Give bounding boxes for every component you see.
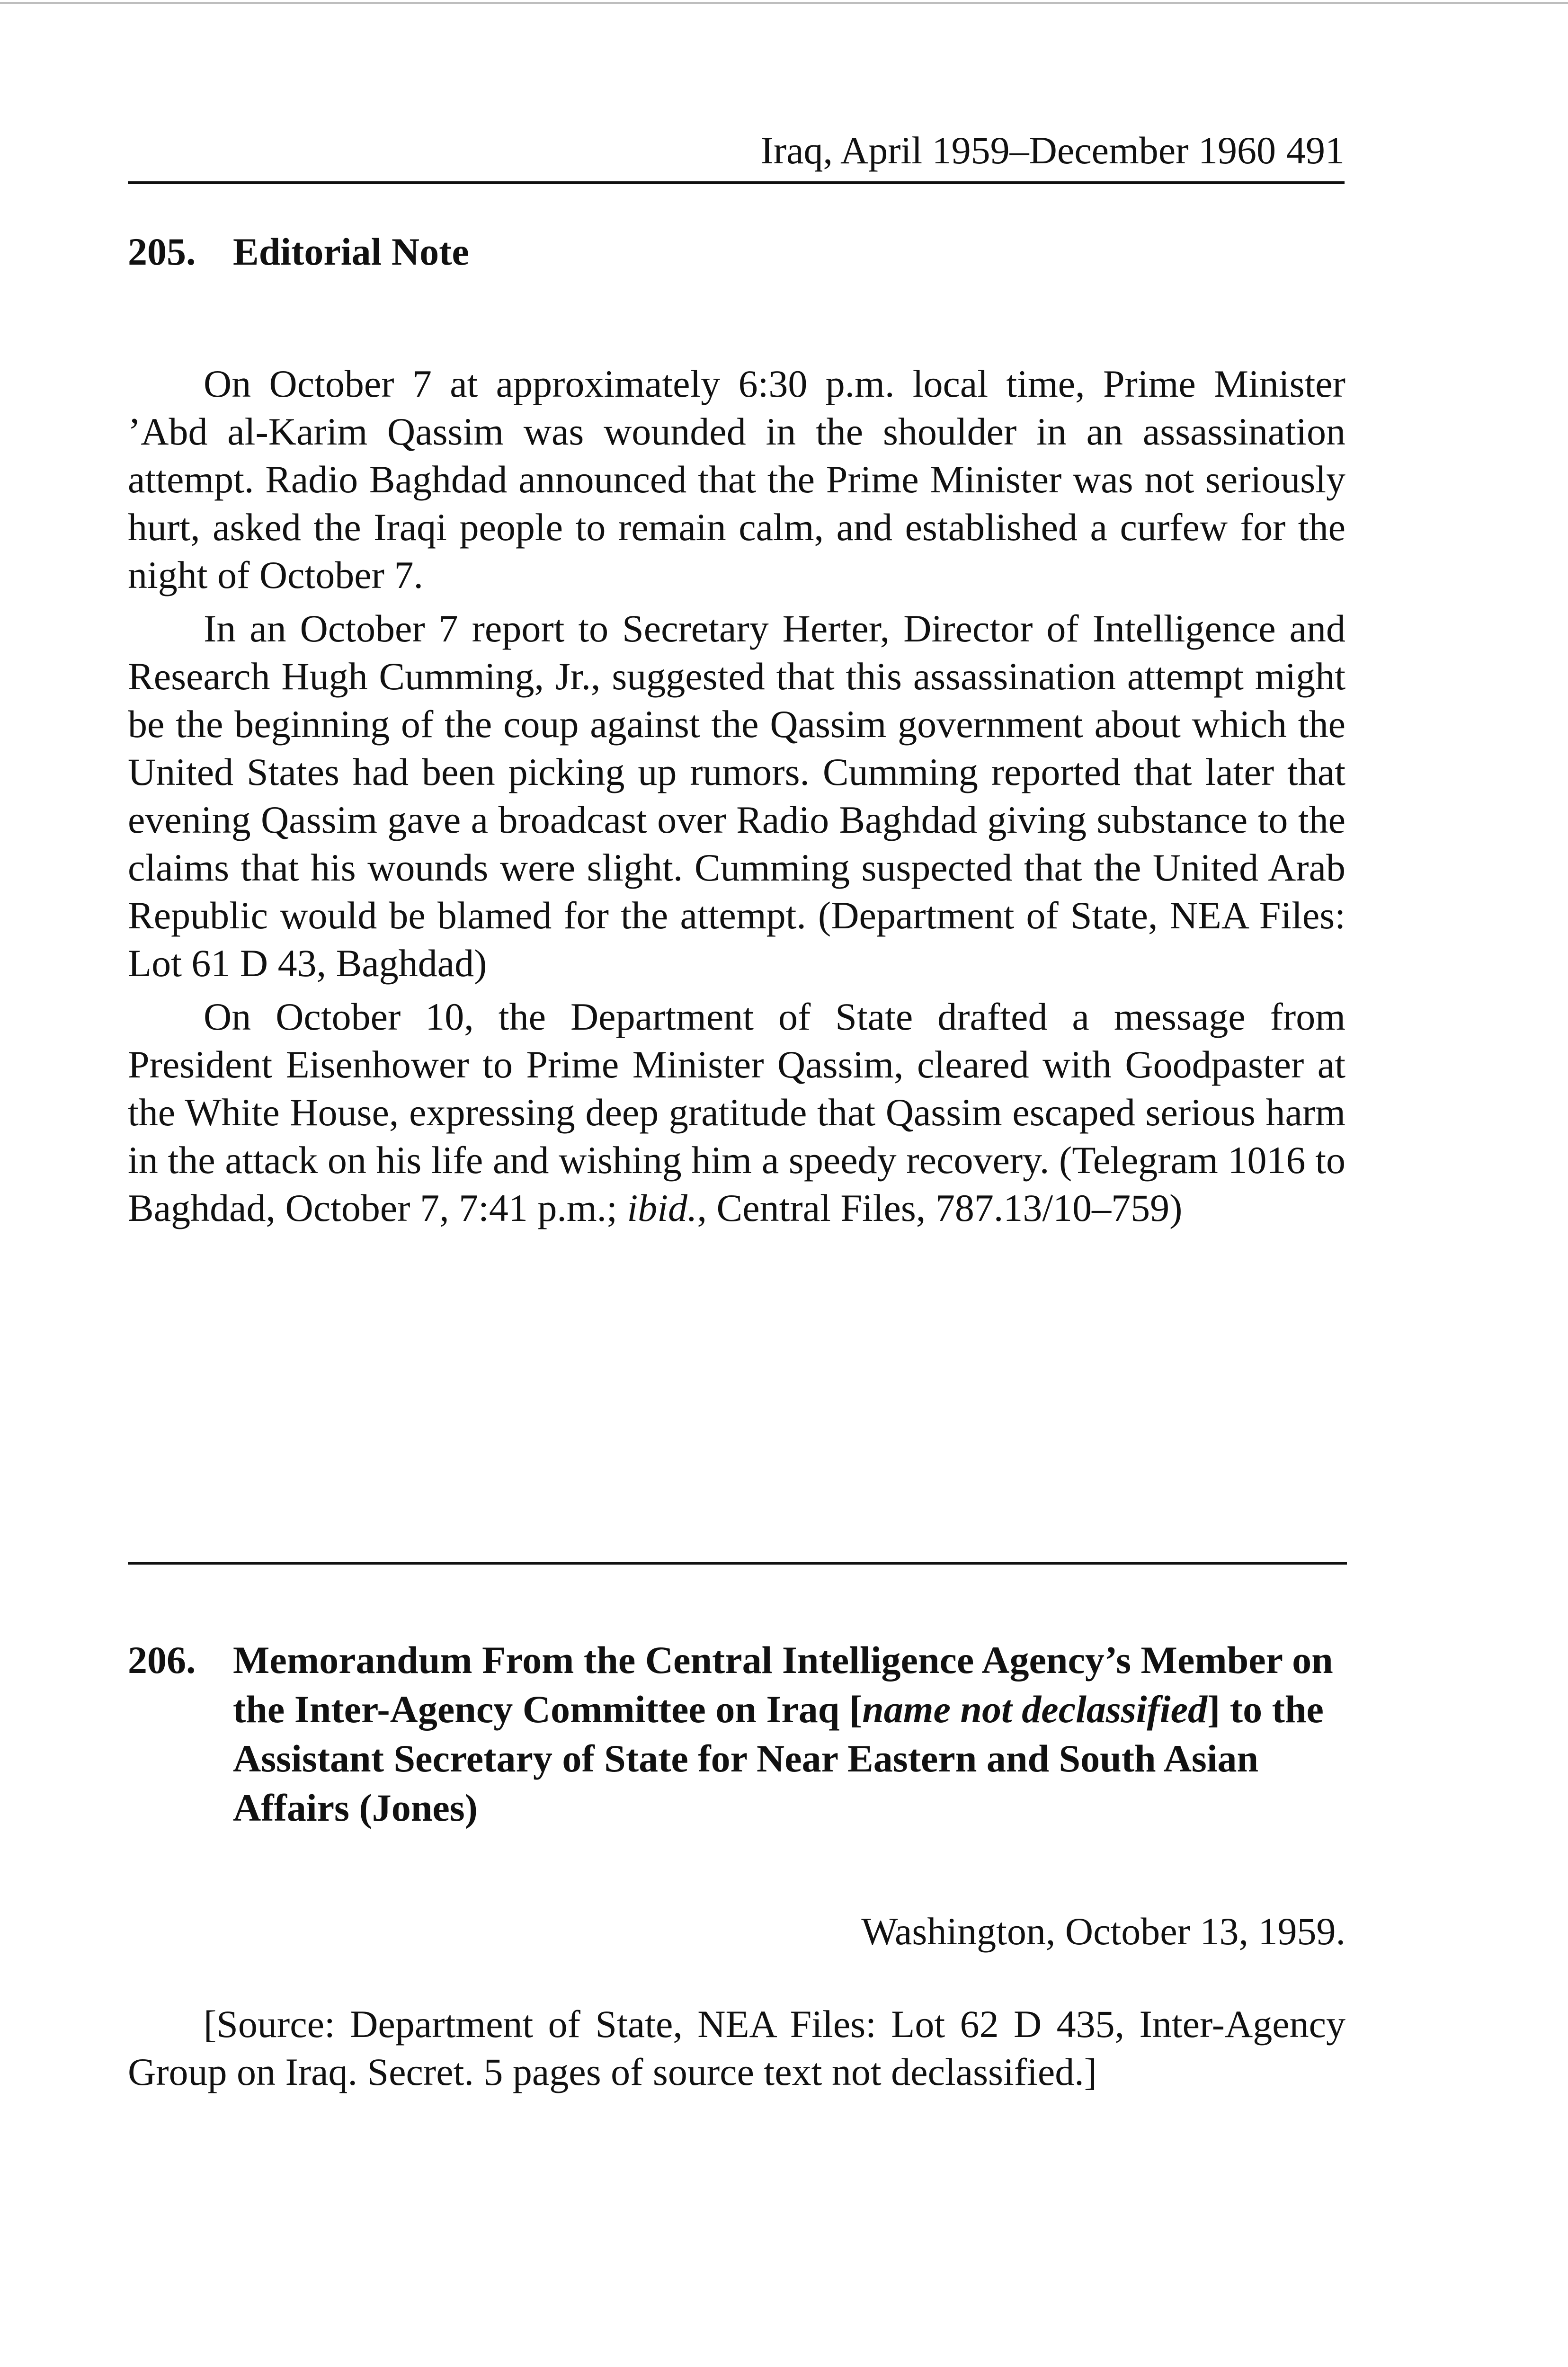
section-divider xyxy=(128,1562,1347,1565)
editorial-note-paragraph-3 xyxy=(128,993,1345,1232)
paragraph-3-text-end: , Central Files, 787.13/10–759) xyxy=(697,1186,1183,1229)
document-205-title: Editorial Note xyxy=(233,230,469,273)
paragraph-3-text-start: On October 10, the Department of State drafted a message from President Eisenhower to Prime Minister Qassim, cleared with Goodpaster at the White House, expressing deep gratitude that Qassim escaped serious harm in the attack on his life and wishing him a speedy recovery. (Telegram 1016 to Baghdad, October 7, 7:41 p.m.; xyxy=(128,995,1345,1229)
page-top-edge-line xyxy=(0,2,1568,4)
running-head-title: Iraq, April 1959–December 1960 xyxy=(760,129,1276,172)
editorial-note-paragraph-1: On October 7 at approximately 6:30 p.m. local time, Prime Minister ’Abd al-Karim Qassim was wounded in the shoulder in an assassination attempt. Radio Baghdad announced that the Prime Minister was not seriously hurt, asked the Iraqi people to remain calm, and established a curfew for the night of October 7. xyxy=(128,362,1345,596)
document-206-title-end: ] to the Assistant Secretary of State for Near Eastern and South Asian Affairs (Jones) xyxy=(233,1688,1324,1829)
document-206-dateline: Washington, October 13, 1959. xyxy=(861,1910,1345,1953)
document-206-source-note xyxy=(128,2000,1345,2101)
source-note-paragraph: [Source: Department of State, NEA Files: Lot 62 D 435, Inter-Agency Group on Iraq. Secret. 5 pages of source text not declassified.] xyxy=(128,2002,1345,2093)
page-number: 491 xyxy=(1286,129,1345,172)
running-head xyxy=(128,122,1345,184)
editorial-note-body xyxy=(128,360,1345,1237)
paragraph-3-italic-ibid: ibid. xyxy=(627,1186,697,1229)
document-206-title-start: Memorandum From the Central Intelligence Agency’s Member on the Inter-Agency Committee on Iraq [ xyxy=(233,1638,1333,1731)
editorial-note-paragraph-2: In an October 7 report to Secretary Herter, Director of Intelligence and Research Hugh Cumming, Jr., suggested that this assassination attempt might be the beginning of the coup against the Qassim government about which the United States had been picking up rumors. Cumming reported that later that evening Qassim gave a broadcast over Radio Baghdad giving substance to the claims that his wounds were slight. Cumming suspected that the United Arab Republic would be blamed for the attempt. (Department of State, NEA Files: Lot 61 D 43, Baghdad) xyxy=(128,607,1345,985)
document-206-title xyxy=(233,1636,1360,1833)
document-205-number: 205. xyxy=(128,230,196,273)
document-206-title-italic: name not declassified xyxy=(862,1688,1207,1731)
document-206-number: 206. xyxy=(128,1638,196,1682)
